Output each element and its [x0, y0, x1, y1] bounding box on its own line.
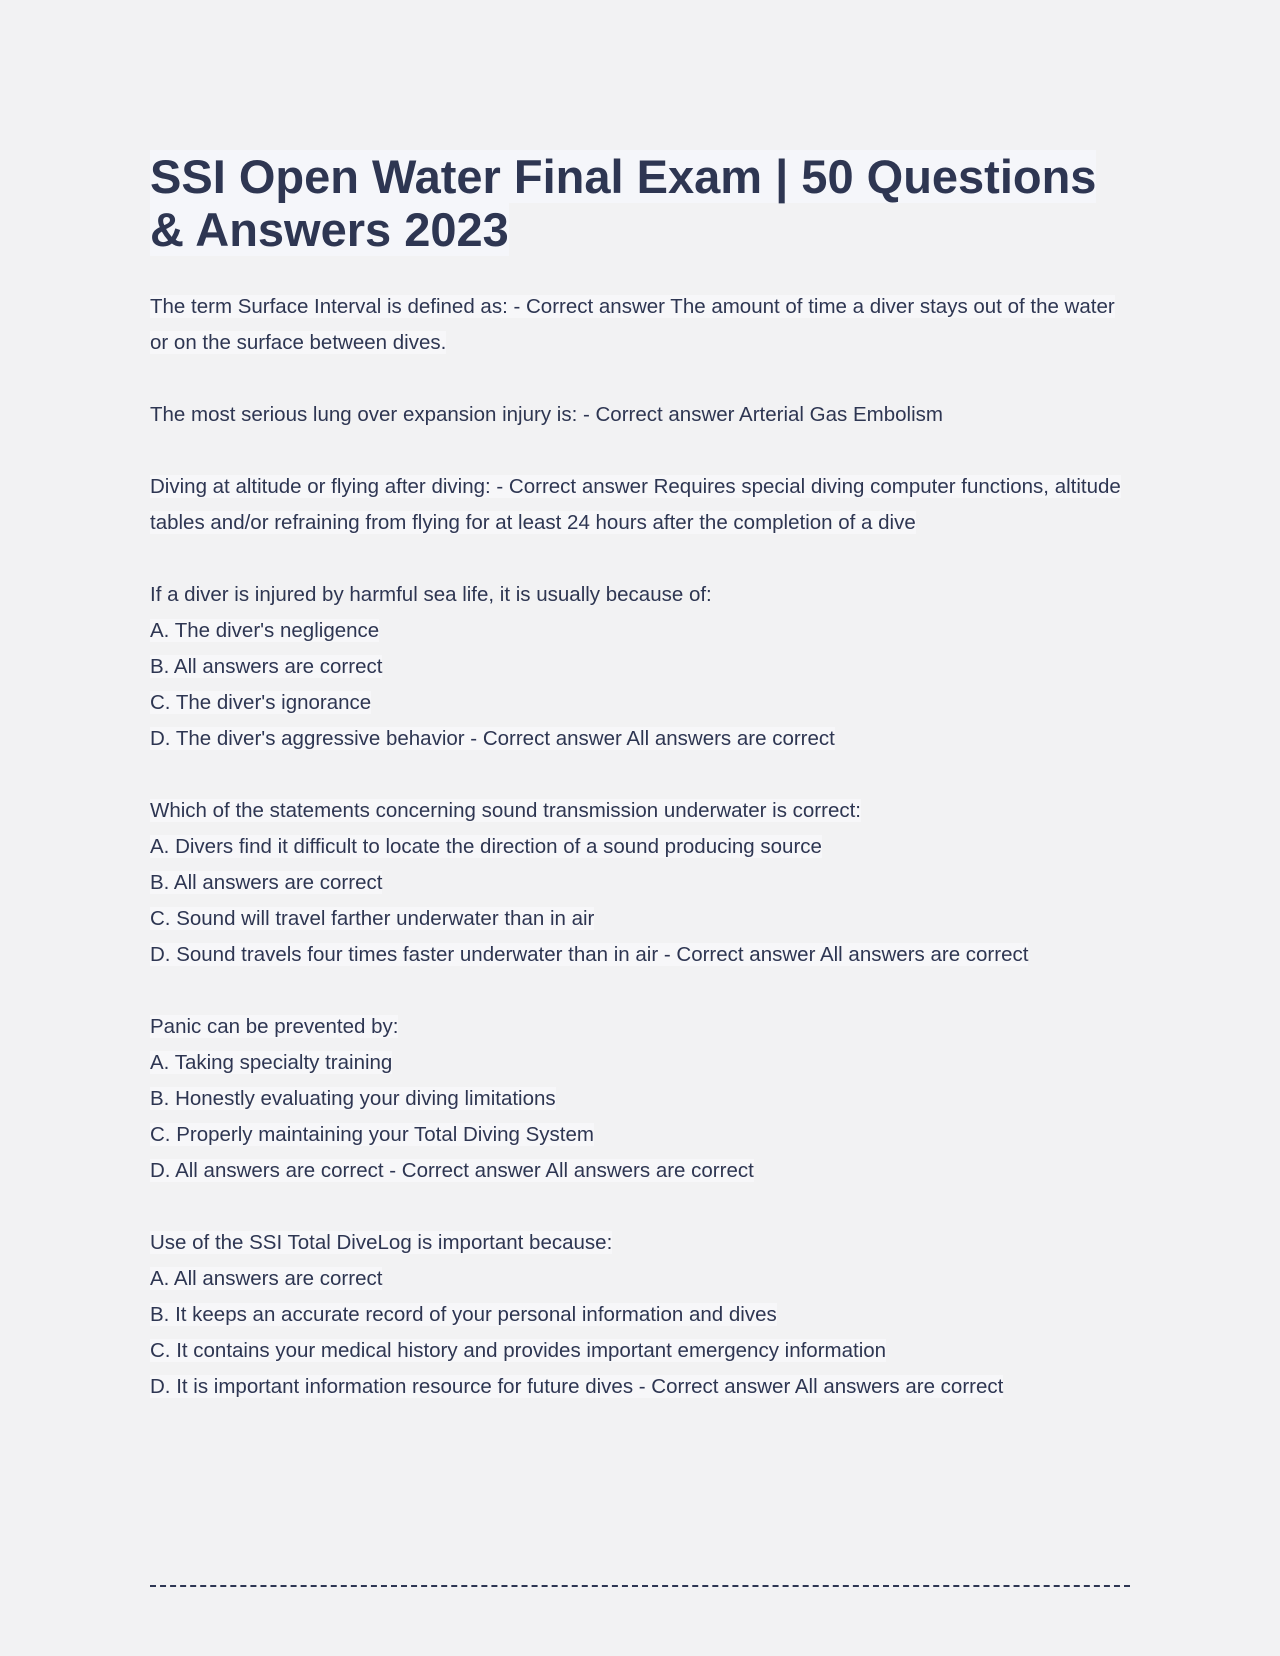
qa-block-lung-injury	[150, 397, 1130, 433]
document-title	[150, 150, 1130, 256]
answer-option: A. The diver's negligence	[150, 619, 380, 642]
qa-block-panic	[150, 1009, 1130, 1189]
question-line: Use of the SSI Total DiveLog is important because:	[150, 1231, 613, 1254]
answer-option: C. Sound will travel farther underwater than in air	[150, 907, 595, 930]
answer-option-with-correct-answer: D. The diver's aggressive behavior - Correct answer All answers are correct	[150, 727, 835, 750]
answer-option: B. It keeps an accurate record of your personal information and dives	[150, 1303, 777, 1326]
answer-option-with-correct-answer: D. All answers are correct - Correct answer All answers are correct	[150, 1159, 754, 1182]
qa-block-sound-transmission	[150, 793, 1130, 973]
qa-line: The term Surface Interval is defined as: - Correct answer The amount of time a diver stays out of the water or on the surface between dives.	[150, 295, 1115, 354]
question-line: Panic can be prevented by:	[150, 1015, 399, 1038]
answer-option: A. Divers find it difficult to locate the direction of a sound producing source	[150, 835, 822, 858]
answer-option: B. All answers are correct	[150, 655, 383, 678]
document-content	[150, 289, 1130, 1405]
answer-option-with-correct-answer: D. Sound travels four times faster underwater than in air - Correct answer All answers are correct	[150, 943, 1029, 966]
answer-option-with-correct-answer: D. It is important information resource for future dives - Correct answer All answers are correct	[150, 1375, 1004, 1398]
answer-option: B. Honestly evaluating your diving limitations	[150, 1087, 556, 1110]
qa-block-altitude	[150, 469, 1130, 541]
document-page	[150, 150, 1130, 1441]
answer-option: C. Properly maintaining your Total Diving System	[150, 1123, 594, 1146]
answer-option: C. It contains your medical history and provides important emergency information	[150, 1339, 887, 1362]
qa-block-sea-life	[150, 577, 1130, 757]
qa-line: The most serious lung over expansion injury is: - Correct answer Arterial Gas Embolism	[150, 403, 943, 426]
question-line: If a diver is injured by harmful sea life, it is usually because of:	[150, 583, 712, 606]
qa-block-surface-interval	[150, 289, 1130, 361]
document-title-text: SSI Open Water Final Exam | 50 Questions & Answers 2023	[150, 150, 1097, 256]
answer-option: A. All answers are correct	[150, 1267, 383, 1290]
answer-option: C. The diver's ignorance	[150, 691, 372, 714]
answer-option: A. Taking specialty training	[150, 1051, 393, 1074]
qa-line: Diving at altitude or flying after diving: - Correct answer Requires special diving computer functions, altitude tables and/or refraining from flying for at least 24 hours after the completion of a dive	[150, 475, 1121, 534]
footer-dashed-divider	[150, 1585, 1130, 1587]
question-line: Which of the statements concerning sound transmission underwater is correct:	[150, 799, 861, 822]
answer-option: B. All answers are correct	[150, 871, 383, 894]
qa-block-divelog	[150, 1225, 1130, 1405]
